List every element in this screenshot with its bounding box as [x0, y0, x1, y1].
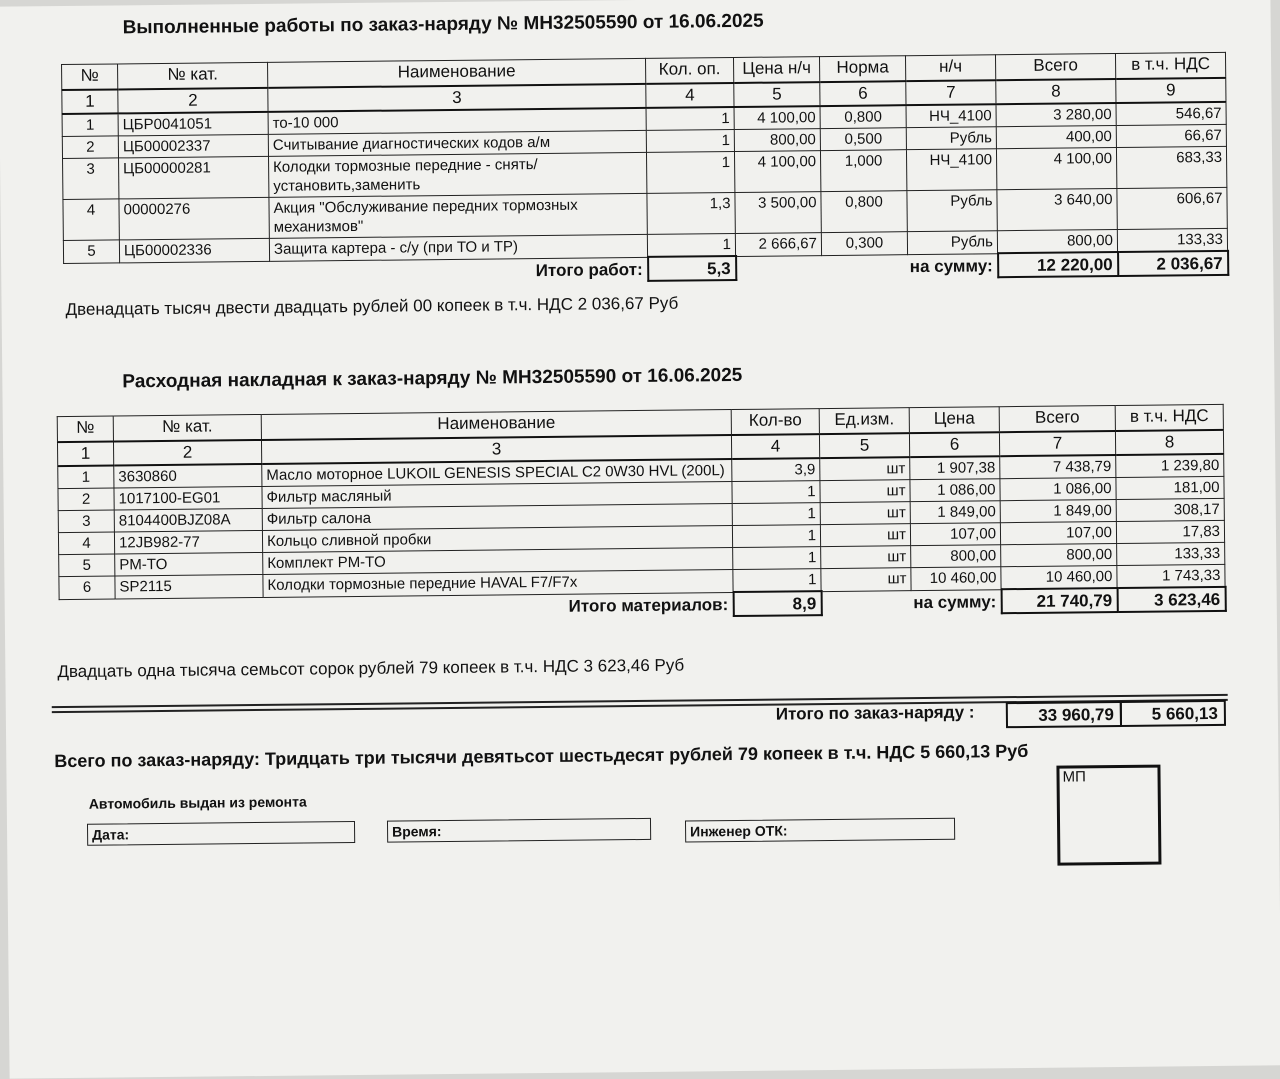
cell-n: 5 [59, 554, 115, 577]
cell-n: 1 [62, 113, 118, 136]
cell-price: 4 100,00 [734, 151, 820, 193]
cell-total: 4 100,00 [996, 147, 1116, 189]
cell-name: то-10 000 [268, 108, 646, 134]
col-number: 6 [909, 432, 999, 457]
col-header: № [57, 416, 113, 442]
cell-qty: 1 [732, 525, 820, 548]
cell-cat: 3630860 [114, 464, 262, 488]
cell-n: 5 [63, 240, 119, 263]
cell-vat: 66,67 [1116, 124, 1226, 147]
cell-qty: 1 [646, 129, 734, 152]
cell-cat: 00000276 [119, 197, 269, 240]
col-number: 7 [906, 80, 996, 105]
cell-price: 1 086,00 [910, 479, 1000, 502]
cell-n: 4 [58, 532, 114, 555]
materials-sum-label: на сумму: [913, 591, 997, 612]
cell-name: Считывание диагностических кодов а/м [268, 130, 646, 156]
cell-qty: 1 [646, 107, 734, 130]
date-field [87, 821, 355, 846]
col-header: Цена н/ч [733, 57, 819, 83]
cell-unit: Рубль [907, 231, 997, 254]
cell-qty: 1 [732, 503, 820, 526]
cell-vat: 683,33 [1116, 146, 1226, 188]
cell-unit: Рубль [907, 190, 997, 232]
cell-total: 400,00 [996, 125, 1116, 148]
cell-total: 107,00 [1000, 522, 1116, 545]
col-header: в т.ч. НДС [1115, 404, 1223, 431]
cell-qty: 1 [733, 547, 821, 570]
grand-total-in-words: Всего по заказ-наряду: Тридцать три тысячи девятьсот шестьдесят рублей 79 копеек в т.ч. НДС 5 660,13 Руб [54, 740, 1029, 772]
cell-unit: шт [820, 524, 910, 547]
cell-unit: шт [820, 502, 910, 525]
cell-cat: SP2115 [115, 574, 263, 598]
cell-total: 10 460,00 [1001, 566, 1117, 590]
cell-name: Фильтр масляный [262, 482, 732, 509]
time-label: Время: [391, 823, 442, 840]
cell-vat: 1 239,80 [1116, 454, 1224, 478]
col-number: 3 [268, 84, 646, 112]
col-header: Наименование [268, 58, 646, 87]
cell-unit: шт [820, 480, 910, 503]
cell-name: Защита картера - с/у (при ТО и ТР) [269, 234, 647, 260]
col-header: Кол. оп. [645, 57, 733, 83]
cell-cat: ЦБ00002337 [118, 134, 268, 158]
cell-total: 800,00 [997, 229, 1117, 253]
cell-vat: 546,67 [1116, 102, 1226, 126]
cell-total: 800,00 [1001, 544, 1117, 567]
works-table [61, 52, 1229, 288]
works-total-vat: 2 036,67 [1118, 251, 1228, 276]
col-number: 4 [731, 434, 819, 459]
cell-n: 2 [58, 488, 114, 511]
cell-qty: 1 [732, 481, 820, 504]
materials-sum-in-words: Двадцать одна тысяча семьсот сорок рублей 79 копеек в т.ч. НДС 3 623,46 Руб [57, 655, 685, 682]
cell-norm: 1,000 [820, 150, 906, 192]
materials-total-sum: 21 740,79 [1001, 588, 1117, 613]
cell-total: 3 280,00 [996, 103, 1116, 127]
col-number: 8 [996, 79, 1116, 104]
cell-total: 1 849,00 [1000, 500, 1116, 523]
cell-n: 3 [58, 510, 114, 533]
cell-qty: 1 [647, 233, 735, 256]
works-total-label: Итого работ: [535, 259, 643, 280]
materials-total-qty: 8,9 [733, 591, 821, 616]
col-header: Кол-во [731, 409, 819, 435]
col-header: Ед.изм. [819, 408, 909, 434]
cell-price: 1 907,38 [910, 456, 1000, 479]
cell-qty: 1,3 [647, 192, 735, 234]
cell-norm: 0,800 [820, 105, 906, 128]
cell-qty: 3,9 [732, 458, 820, 481]
col-number: 2 [113, 440, 261, 466]
cell-vat: 133,33 [1117, 228, 1227, 252]
cell-price: 800,00 [734, 129, 820, 152]
car-issued-label: Автомобиль выдан из ремонта [88, 793, 307, 812]
materials-total-vat: 3 623,46 [1117, 587, 1225, 612]
cell-price: 10 460,00 [911, 567, 1001, 590]
works-sum-label: на сумму: [909, 255, 993, 276]
cell-cat: 12JB982-77 [114, 530, 262, 554]
col-number: 5 [819, 433, 909, 458]
cell-unit: НЧ_4100 [906, 104, 996, 127]
cell-cat: 1017100-EG01 [114, 486, 262, 510]
cell-norm: 0,800 [821, 191, 907, 233]
date-label: Дата: [92, 826, 130, 843]
grand-total-label: Итого по заказ-наряду : [775, 702, 975, 724]
cell-cat: PM-TO [115, 552, 263, 576]
cell-total: 1 086,00 [1000, 478, 1116, 501]
col-header: Всего [995, 53, 1115, 80]
col-number: 8 [1115, 430, 1223, 455]
works-total-sum: 12 220,00 [998, 252, 1118, 277]
cell-name: Масло моторное LUKOIL GENESIS SPECIAL C2 0W30 HVL (200L) [262, 459, 732, 486]
col-header: в т.ч. НДС [1115, 52, 1225, 79]
cell-cat: ЦБР0041051 [118, 112, 268, 136]
col-number: 5 [734, 82, 820, 107]
cell-name: Акция "Обслуживание передних тормозных механизмов" [269, 193, 647, 238]
cell-qty: 1 [646, 151, 734, 193]
cell-vat: 308,17 [1116, 498, 1224, 521]
cell-name: Комплект PM-TO [263, 548, 733, 575]
col-header: Цена [909, 407, 999, 433]
cell-name: Кольцо сливной пробки [262, 526, 732, 553]
grand-total-vat: 5 660,13 [1120, 700, 1226, 727]
col-header: н/ч [905, 55, 995, 81]
col-number: 1 [57, 442, 113, 467]
materials-title: Расходная накладная к заказ-наряду № МН32505590 от 16.06.2025 [122, 364, 743, 393]
engineer-label: Инженер ОТК: [690, 822, 788, 840]
col-number: 7 [999, 431, 1115, 456]
cell-n: 4 [63, 199, 119, 241]
cell-norm: 0,500 [820, 128, 906, 151]
time-field [387, 818, 651, 843]
col-number: 4 [646, 83, 734, 108]
grand-total-sum: 33 960,79 [1006, 701, 1122, 728]
col-header: Всего [999, 406, 1115, 433]
cell-vat: 133,33 [1117, 542, 1225, 565]
cell-n: 1 [58, 466, 114, 489]
cell-price: 3 500,00 [735, 192, 821, 234]
materials-table [57, 404, 1227, 624]
cell-qty: 1 [733, 569, 821, 592]
cell-price: 4 100,00 [734, 106, 820, 129]
col-header: Норма [819, 56, 905, 82]
cell-name: Фильтр салона [262, 504, 732, 531]
stamp-label: МП [1062, 768, 1086, 786]
cell-n: 2 [62, 136, 118, 159]
cell-name: Колодки тормозные передние - снять/установить,заменить [269, 152, 647, 197]
cell-norm: 0,300 [821, 232, 907, 255]
col-header: № кат. [118, 62, 268, 89]
cell-cat: ЦБ00000281 [119, 156, 269, 199]
col-number: 1 [62, 89, 118, 114]
cell-n: 3 [63, 158, 119, 200]
cell-cat: ЦБ00002336 [119, 238, 269, 262]
cell-vat: 1 743,33 [1117, 564, 1225, 588]
cell-cat: 8104400BJZ08A [114, 508, 262, 532]
cell-vat: 606,67 [1117, 187, 1227, 229]
col-number: 9 [1116, 78, 1226, 103]
cell-price: 1 849,00 [910, 501, 1000, 524]
cell-price: 800,00 [911, 545, 1001, 568]
col-header: № кат. [113, 414, 261, 441]
cell-price: 2 666,67 [735, 233, 821, 256]
works-title: Выполненные работы по заказ-наряду № МН32505590 от 16.06.2025 [122, 10, 764, 39]
cell-unit: шт [820, 457, 910, 480]
engineer-field [685, 818, 955, 843]
cell-total: 3 640,00 [997, 188, 1117, 230]
col-header: Наименование [261, 410, 731, 440]
works-total-qty: 5,3 [648, 256, 736, 281]
materials-total-label: Итого материалов: [568, 594, 729, 616]
cell-unit: шт [821, 546, 911, 569]
col-number: 6 [820, 81, 906, 106]
stamp-box [1056, 765, 1161, 866]
cell-vat: 17,83 [1116, 520, 1224, 543]
cell-total: 7 438,79 [1000, 455, 1116, 479]
cell-n: 6 [59, 576, 115, 599]
cell-unit: НЧ_4100 [906, 149, 996, 191]
cell-name: Колодки тормозные передние HAVAL F7/F7x [263, 570, 733, 597]
col-header: № [62, 64, 118, 90]
cell-unit: шт [821, 568, 911, 591]
cell-vat: 181,00 [1116, 476, 1224, 499]
col-number: 3 [261, 435, 731, 464]
cell-price: 107,00 [910, 523, 1000, 546]
works-sum-in-words: Двенадцать тысяч двести двадцать рублей 00 копеек в т.ч. НДС 2 036,67 Руб [65, 293, 679, 320]
cell-unit: Рубль [906, 127, 996, 150]
col-number: 2 [118, 88, 268, 114]
